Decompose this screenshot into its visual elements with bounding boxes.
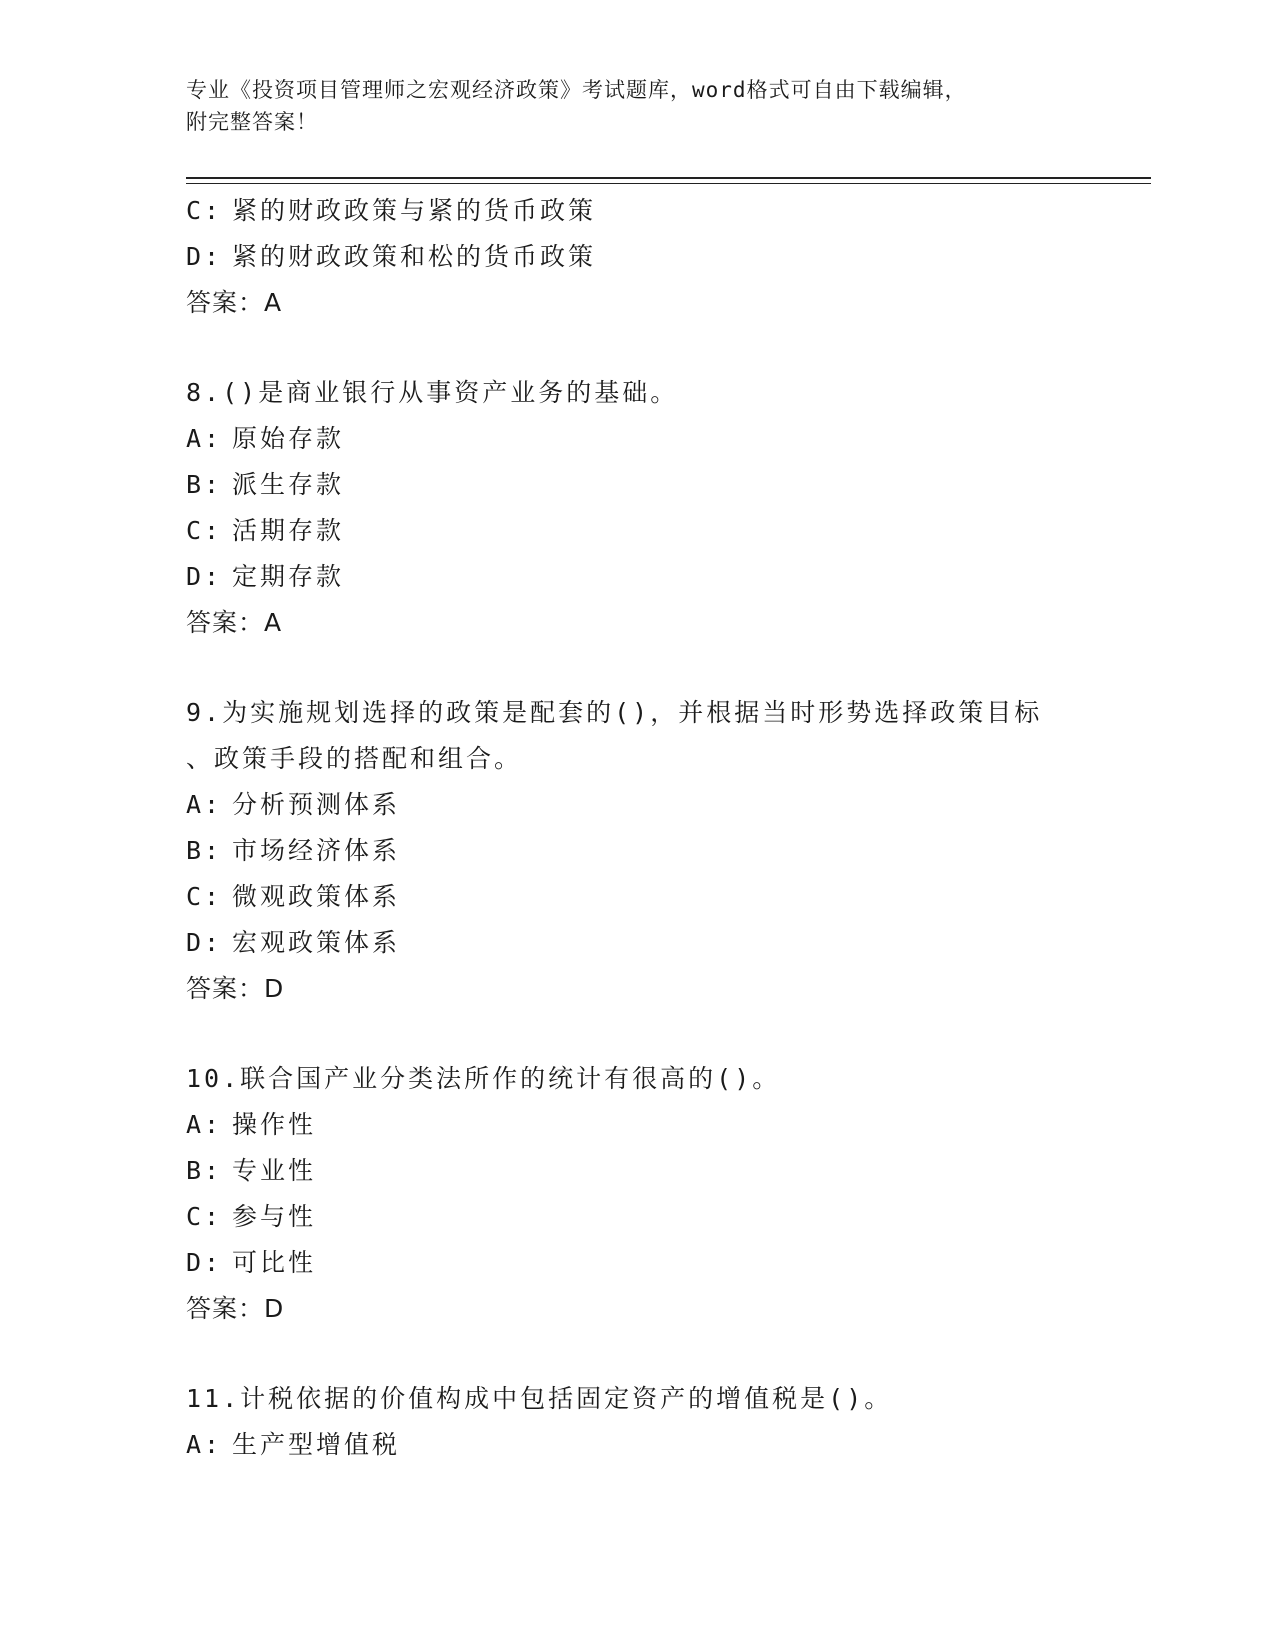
option-c: C: 活期存款 [186,516,345,545]
question-10 [186,1056,1076,1332]
header-line-2: 附完整答案！ [186,110,318,134]
spacer [186,1012,1076,1056]
option-d: D: 可比性 [186,1248,317,1277]
document-header [186,74,1086,138]
option-c: C: 微观政策体系 [186,882,401,911]
answer-line: 答案：D [186,1294,285,1323]
spacer [186,326,1076,370]
question-stem: 10.联合国产业分类法所作的统计有很高的()。 [186,1064,781,1093]
option-c: C: 紧的财政政策与紧的货币政策 [186,196,597,225]
answer-line: 答案：D [186,974,285,1003]
header-divider-top [186,177,1151,179]
option-d: D: 宏观政策体系 [186,928,401,957]
question-8 [186,370,1076,646]
option-b: B: 专业性 [186,1156,317,1185]
question-stem-line-2: 、政策手段的搭配和组合。 [186,744,523,773]
question-7-continued [186,188,1076,326]
question-stem: 8.()是商业银行从事资产业务的基础。 [186,378,679,407]
option-b: B: 派生存款 [186,470,345,499]
question-stem: 11.计税依据的价值构成中包括固定资产的增值税是()。 [186,1384,893,1413]
spacer [186,646,1076,690]
answer-line: 答案：A [186,608,283,637]
answer-line: 答案：A [186,288,283,317]
option-c: C: 参与性 [186,1202,317,1231]
header-divider-bottom [186,183,1151,184]
option-a: A: 生产型增值税 [186,1430,401,1459]
option-d: D: 紧的财政政策和松的货币政策 [186,242,597,271]
option-a: A: 原始存款 [186,424,345,453]
question-11 [186,1376,1076,1468]
option-b: B: 市场经济体系 [186,836,401,865]
question-9 [186,690,1076,1012]
header-line-1: 专业《投资项目管理师之宏观经济政策》考试题库，word格式可自由下载编辑， [186,78,967,102]
question-stem-line-1: 9.为实施规划选择的政策是配套的()，并根据当时形势选择政策目标 [186,698,1043,727]
option-d: D: 定期存款 [186,562,345,591]
option-a: A: 分析预测体系 [186,790,401,819]
option-a: A: 操作性 [186,1110,317,1139]
question-list [186,188,1076,1468]
spacer [186,1332,1076,1376]
